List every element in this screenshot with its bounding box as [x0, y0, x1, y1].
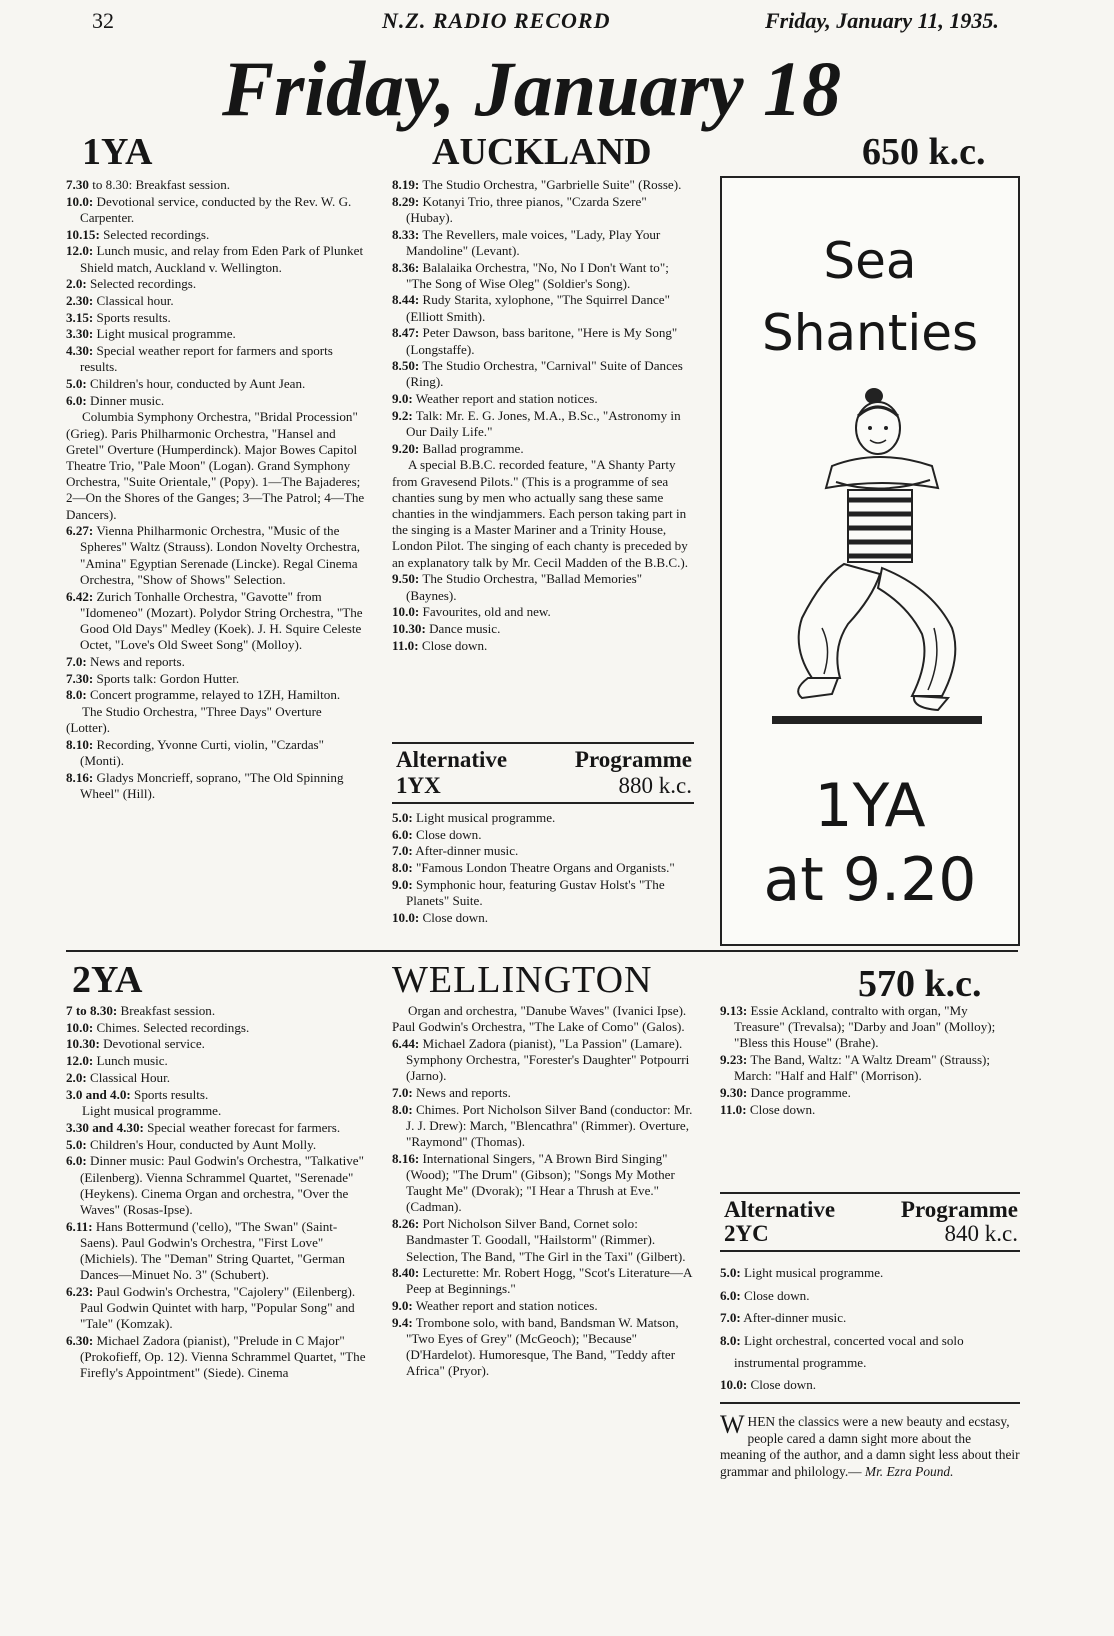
ad-time: at 9.20	[763, 845, 977, 915]
entry-time: 10.0:	[720, 1377, 748, 1392]
entry-time: 3.30 and 4.30:	[66, 1119, 144, 1135]
entry-time: 10.0:	[66, 193, 94, 209]
programme-entry	[392, 408, 694, 440]
ad-headline-shanties: Shanties	[761, 304, 979, 362]
entry-description: Close down.	[740, 1287, 810, 1303]
station-call-1ya: 1YA	[82, 131, 153, 173]
entry-time: 9.0:	[392, 876, 413, 892]
entry-description: Paul Godwin's Orchestra, "Cajolery" (Eilenberg). Paul Godwin Quintet with harp, "Popular Song" and "Tale" (Komzak).	[80, 1283, 356, 1332]
programme-entry	[392, 260, 694, 292]
programme-entry	[720, 1307, 1020, 1329]
entry-description: Columbia Symphony Orchestra, "Bridal Procession" (Grieg). Paris Philharmonic Orchestra, "Hansel and Gretel" Overture (Humperdinck). Major Bowes Capitol Theatre Trio, "Pale Moon" (Logan). Grand Symphony Orchestra, "Suite Orientale," (Popy). 1—The Bajaderes; 2—On the Shores of the Ganges; 3—The Patrol; 4—The Dancers).	[66, 409, 365, 522]
programme-entry	[392, 638, 694, 654]
programme-entry	[66, 737, 368, 769]
entry-time: 8.10:	[66, 736, 94, 752]
entry-description: After-dinner music.	[412, 843, 519, 859]
entry-description: Children's Hour, conducted by Aunt Molly.	[86, 1136, 317, 1152]
schedule-2ya-col1	[66, 1003, 368, 1382]
programme-entry	[66, 1020, 368, 1036]
entry-description: Breakfast session.	[117, 1003, 216, 1018]
entry-time: 5.0:	[392, 810, 413, 825]
programme-entry	[720, 1285, 1020, 1307]
programme-entry	[66, 671, 368, 687]
entry-description: to 8.30: Breakfast session.	[88, 177, 231, 192]
schedule-1ya-col1	[66, 177, 368, 803]
programme-entry	[392, 358, 694, 390]
entry-time: 6.0:	[392, 826, 413, 842]
entry-description: Special weather report for farmers and sports results.	[80, 343, 333, 375]
programme-entry	[392, 177, 694, 193]
schedule-1yx	[392, 810, 694, 926]
entry-description: Close down.	[412, 826, 482, 842]
entry-time: 9.2:	[392, 407, 413, 423]
programme-entry	[66, 1103, 368, 1119]
entry-time: 10.30:	[66, 1036, 100, 1052]
entry-description: Light musical programme.	[82, 1103, 222, 1119]
programme-entry	[392, 1298, 694, 1314]
entry-time: 6.42:	[66, 588, 94, 604]
alt-station-frequency: 880 k.c.	[618, 773, 692, 798]
entry-time: 10.15:	[66, 226, 100, 242]
schedule-2ya-col3	[720, 1003, 1020, 1118]
programme-entry	[720, 1052, 1020, 1084]
programme-entry	[66, 1120, 368, 1136]
entry-time: 8.26:	[392, 1216, 420, 1232]
entry-time: 8.40:	[392, 1265, 420, 1281]
entry-description: Weather report and station notices.	[412, 391, 598, 407]
station-frequency-2ya: 570 k.c.	[858, 963, 982, 1005]
entry-description: Devotional service, conducted by the Rev. W. G. Carpenter.	[80, 193, 352, 225]
sailor-dancing-illustration	[762, 378, 992, 743]
programme-entry	[720, 1102, 1020, 1118]
entry-time: 7.0:	[66, 653, 87, 669]
entry-description: After-dinner music.	[740, 1310, 847, 1325]
entry-time: 9.30:	[720, 1085, 748, 1101]
entry-time: 12.0:	[66, 243, 94, 259]
entry-time: 6.11:	[66, 1218, 93, 1234]
programme-entry	[392, 1003, 694, 1035]
programme-entry	[392, 621, 694, 637]
programme-entry	[392, 877, 694, 909]
quote-author: Mr. Ezra Pound.	[864, 1463, 954, 1479]
entry-description: Talk: Mr. E. G. Jones, M.A., B.Sc., "Astronomy in Our Daily Life."	[406, 407, 681, 440]
entry-time: 8.44:	[392, 292, 420, 308]
entry-time: 8.0:	[392, 1101, 413, 1117]
programme-label: Programme	[574, 747, 692, 772]
programme-entry	[392, 1102, 694, 1151]
programme-entry	[392, 860, 694, 876]
entry-time: 6.27:	[66, 523, 94, 539]
programme-entry	[392, 1315, 694, 1380]
programme-entry	[392, 810, 694, 826]
entry-time: 9.20:	[392, 440, 420, 456]
entry-description: Balalaika Orchestra, "No, No I Don't Want to"; "The Song of Wise Oleg" (Soldier's Song).	[406, 259, 669, 291]
programme-entry	[392, 604, 694, 620]
station-city-auckland: AUCKLAND	[432, 131, 652, 173]
entry-time: 11.0:	[392, 637, 419, 653]
programme-entry	[66, 704, 368, 736]
entry-description: Chimes. Selected recordings.	[93, 1019, 250, 1035]
programme-entry	[66, 1153, 368, 1218]
programme-entry	[392, 391, 694, 407]
entry-time: 6.0:	[720, 1287, 741, 1303]
programme-entry	[392, 1085, 694, 1101]
entry-description: Michael Zadora (pianist), "La Passion" (Lamare). Symphony Orchestra, "Forester's Daughter" Potpourri (Jarno).	[406, 1035, 690, 1084]
programme-entry	[720, 1262, 1020, 1284]
entry-description: Peter Dawson, bass baritone, "Here is My Song" (Longstaffe).	[406, 325, 678, 357]
entry-description: Lunch music, and relay from Eden Park of Plunket Shield match, Auckland v. Wellington.	[80, 243, 364, 275]
entry-time: 8.16:	[66, 769, 94, 785]
entry-description: Close down.	[747, 1377, 817, 1392]
entry-time: 2.0:	[66, 276, 87, 292]
entry-description: Devotional service.	[99, 1036, 205, 1052]
programme-entry	[720, 1374, 1020, 1396]
entry-description: Rudy Starita, xylophone, "The Squirrel Dance" (Elliott Smith).	[406, 292, 670, 324]
entry-time: 11.0:	[720, 1101, 747, 1117]
programme-entry	[66, 687, 368, 703]
entry-time: 8.0:	[720, 1332, 741, 1348]
entry-description: Lunch music.	[93, 1053, 168, 1069]
alternative-label: Alternative	[724, 1197, 836, 1222]
entry-description: The Studio Orchestra, "Ballad Memories" (Baynes).	[406, 571, 643, 603]
entry-description: The Revellers, male voices, "Lady, Play Your Mandoline" (Levant).	[406, 226, 661, 258]
entry-time: 8.36:	[392, 259, 420, 275]
quote-text: HEN the classics were a new beauty and ecstasy, people cared a damn sight more about the meaning of the author, and a damn sight less about their grammar and philology.—	[720, 1414, 1020, 1479]
entry-description: Close down.	[419, 909, 489, 925]
ad-station-1ya: 1YA	[814, 771, 926, 841]
programme-entry	[66, 589, 368, 654]
entry-description: Classical hour.	[93, 292, 174, 308]
entry-description: Ballad programme.	[419, 440, 524, 456]
alternative-programme-1yx-header	[392, 742, 694, 804]
programme-entry	[66, 376, 368, 392]
programme-entry	[392, 1151, 694, 1216]
programme-entry	[392, 1216, 694, 1265]
entry-time: 6.0:	[66, 392, 87, 408]
entry-time: 9.0:	[392, 391, 413, 407]
programme-entry	[392, 1265, 694, 1297]
programme-entry	[66, 310, 368, 326]
entry-time: 8.29:	[392, 193, 420, 209]
entry-description: Dinner music: Paul Godwin's Orchestra, "Talkative" (Eilenberg). Vienna Schrammel Quartet, "Serenade" (Heykens). Cinema Organ and orchestra, "Over the Waves" (Rosas-Ipse).	[80, 1153, 364, 1217]
programme-entry	[392, 843, 694, 859]
entry-time: 4.30:	[66, 343, 94, 359]
station-city-wellington: WELLINGTON	[392, 959, 653, 1001]
entry-description: Close down.	[418, 637, 488, 653]
programme-entry	[392, 571, 694, 603]
entry-time: 8.33:	[392, 226, 420, 242]
entry-time: 8.50:	[392, 358, 420, 374]
entry-time: 8.0:	[392, 860, 413, 876]
entry-description: Close down.	[746, 1101, 816, 1117]
programme-entry	[392, 325, 694, 357]
entry-description: Zurich Tonhalle Orchestra, "Gavotte" from "Idomeneo" (Mozart). Polydor String Orchestra, "The Good Old Days" Medley (Koek). J. H. Squire Celeste Octet, "Love's Old Sweet Song" (Molloy).	[80, 588, 363, 653]
alt-station-call: 2YC	[724, 1221, 769, 1246]
alt-station-call: 1YX	[396, 773, 441, 798]
ezra-pound-quote	[720, 1410, 1020, 1480]
programme-entry	[66, 523, 368, 588]
entry-time: 9.50:	[392, 571, 420, 587]
programme-entry	[66, 1053, 368, 1069]
entry-time: 10.0:	[392, 604, 420, 620]
entry-time: 8.47:	[392, 325, 420, 341]
entry-time: 9.13:	[720, 1003, 748, 1018]
programme-entry	[392, 457, 694, 570]
entry-description: Vienna Philharmonic Orchestra, "Music of the Spheres" Waltz (Strauss). London Novelty Orchestra, "Amina" Egyptian Serenade (Lincke). Regal Cinema Orchestra, "Show of Shows" Selection.	[80, 523, 361, 587]
programme-entry	[392, 227, 694, 259]
programme-entry	[392, 910, 694, 926]
programme-entry	[66, 177, 368, 193]
entry-description: The Studio Orchestra, "Garbrielle Suite" (Rosse).	[419, 177, 682, 192]
alternative-label: Alternative	[396, 747, 508, 772]
entry-description: Classical Hour.	[86, 1069, 171, 1085]
entry-time: 7.0:	[392, 843, 413, 859]
entry-description: Organ and orchestra, "Danube Waves" (Ivanici Ipse). Paul Godwin's Orchestra, "The Lake of Como" (Galos).	[392, 1003, 687, 1035]
quote-dropcap: W	[720, 1410, 745, 1439]
entry-description: Special weather forecast for farmers.	[143, 1119, 341, 1135]
entry-time: 3.30:	[66, 326, 94, 342]
entry-time: 10.0:	[392, 909, 420, 925]
entry-time: 6.30:	[66, 1333, 94, 1349]
entry-description: News and reports.	[412, 1085, 511, 1101]
entry-description: Trombone solo, with band, Bandsman W. Matson, "Two Eyes of Grey" (McGeoch); "Because" (D'Hardelot). Humoresque, The Band, "Teddy after Africa" (Pryor).	[406, 1314, 679, 1379]
ad-headline-sea: Sea	[823, 232, 917, 290]
entry-description: Light orchestral, concerted vocal and solo instrumental programme.	[734, 1332, 964, 1370]
station-frequency-1ya: 650 k.c.	[862, 131, 986, 173]
entry-description: Weather report and station notices.	[412, 1298, 598, 1314]
programme-entry	[66, 654, 368, 670]
entry-description: Gladys Moncrieff, soprano, "The Old Spinning Wheel" (Hill).	[80, 769, 344, 802]
entry-description: Sports results.	[93, 309, 171, 325]
programme-entry	[66, 770, 368, 802]
schedule-2yc	[720, 1262, 1020, 1397]
programme-entry	[66, 293, 368, 309]
programme-entry	[720, 1330, 1020, 1374]
schedule-2ya-col2	[392, 1003, 694, 1380]
entry-time: 8.16:	[392, 1150, 420, 1166]
alternative-programme-2yc-header	[720, 1192, 1020, 1252]
entry-description: Dinner music.	[86, 392, 165, 408]
entry-time: 3.15:	[66, 309, 94, 325]
programme-entry	[392, 194, 694, 226]
entry-description: The Studio Orchestra, "Three Days" Overture (Lotter).	[66, 704, 322, 736]
entry-time: 6.0:	[66, 1153, 87, 1169]
programme-label: Programme	[900, 1197, 1018, 1222]
entry-description: Essie Ackland, contralto with organ, "My Treasure" (Trevalsa); "Darby and Joan" (Molloy); "Bless this House" (Brahe).	[734, 1003, 996, 1051]
entry-description: The Studio Orchestra, "Carnival" Suite of Dances (Ring).	[406, 358, 683, 390]
entry-time: 10.0:	[66, 1019, 94, 1035]
programme-entry	[66, 343, 368, 375]
entry-time: 8.19:	[392, 177, 420, 192]
entry-time: 9.4:	[392, 1314, 413, 1330]
entry-description: Michael Zadora (pianist), "Prelude in C Major" (Prokofieff, Op. 12). Vienna Schrammel Quartet, "The Firefly's Appointment" (Siede). Cinema	[80, 1333, 366, 1381]
entry-time: 6.23:	[66, 1283, 94, 1299]
entry-time: 12.0:	[66, 1053, 94, 1069]
entry-description: The Band, Waltz: "A Waltz Dream" (Strauss); March: "Half and Half" (Morrison).	[734, 1052, 991, 1084]
entry-description: Port Nicholson Silver Band, Cornet solo: Bandmaster T. Goodall, "Hailstorm" (Rimmer). Selection, The Band, "The Girl in the Taxi" (Gilbert).	[406, 1216, 686, 1264]
entry-description: A special B.B.C. recorded feature, "A Shanty Party from Gravesend Pilots." (This is a programme of sea chanties sung by men who actually sang these same chanties in the windjammers. Each person taking part in the singing is a Master Mariner and a Trinity House, London Pilot. The singing of each chanty is preceded by an explanatory talk by Mr. Cecil Madden of the B.B.C.).	[392, 457, 689, 570]
entry-description: Favourites, old and new.	[419, 604, 551, 620]
entry-description: Sports results.	[130, 1086, 209, 1102]
programme-entry	[720, 1085, 1020, 1101]
entry-description: Hans Bottermund ('cello), "The Swan" (Saint-Saens). Paul Godwin's Orchestra, "First Love" (Michiels). The "Deman" String Quartet, "German Dances—Minuet No. 3" (Schubert).	[80, 1218, 345, 1283]
programme-entry	[66, 1087, 368, 1103]
day-title: Friday, January 18	[222, 45, 842, 132]
entry-time: 9.0:	[392, 1298, 413, 1314]
station-call-2ya: 2YA	[72, 959, 143, 1001]
entry-description: Light musical programme.	[93, 326, 236, 342]
programme-entry	[66, 243, 368, 275]
programme-entry	[66, 1070, 368, 1086]
entry-description: Light musical programme.	[412, 810, 556, 825]
entry-description: News and reports.	[86, 653, 185, 669]
entry-description: Kotanyi Trio, three pianos, "Czarda Szere" (Hubay).	[406, 193, 647, 225]
programme-entry	[66, 1036, 368, 1052]
programme-entry	[66, 1284, 368, 1333]
entry-time: 7.0:	[720, 1310, 741, 1325]
entry-time: 3.0 and 4.0:	[66, 1086, 131, 1102]
entry-time: 10.30:	[392, 620, 426, 636]
section-divider	[66, 950, 1018, 952]
programme-entry	[66, 1137, 368, 1153]
programme-entry	[720, 1003, 1020, 1052]
programme-entry	[66, 1003, 368, 1019]
entry-time: 5.0:	[720, 1265, 741, 1280]
entry-description: Lecturette: Mr. Robert Hogg, "Scot's Literature—A Peep at Beginnings."	[406, 1265, 692, 1297]
entry-time: 5.0:	[66, 1136, 87, 1152]
alt-station-frequency: 840 k.c.	[944, 1221, 1018, 1246]
programme-entry	[66, 194, 368, 226]
entry-description: Children's hour, conducted by Aunt Jean.	[86, 375, 306, 391]
entry-description: Dance music.	[425, 620, 501, 636]
entry-description: "Famous London Theatre Organs and Organists."	[412, 860, 675, 876]
entry-description: Concert programme, relayed to 1ZH, Hamilton.	[86, 687, 341, 703]
entry-time: 5.0:	[66, 375, 87, 391]
programme-entry	[66, 1219, 368, 1284]
entry-description: Light musical programme.	[740, 1265, 884, 1280]
programme-entry	[392, 1036, 694, 1085]
schedule-1ya-col2	[392, 177, 694, 654]
programme-entry	[66, 227, 368, 243]
entry-description: Chimes. Port Nicholson Silver Band (conductor: Mr. J. J. Drew): March, "Blencathra" (Rimmer). Overture, "Raymond" (Thomas).	[406, 1101, 693, 1150]
sea-shanties-advertisement	[720, 176, 1020, 946]
programme-entry	[66, 1333, 368, 1382]
entry-time: 9.23:	[720, 1052, 748, 1068]
entry-time: 6.44:	[392, 1035, 420, 1051]
programme-entry	[66, 276, 368, 292]
entry-time: 8.0:	[66, 687, 87, 703]
programme-entry	[392, 441, 694, 457]
entry-time: 2.30:	[66, 292, 94, 308]
entry-time: 7.0:	[392, 1085, 413, 1101]
entry-description: Symphonic hour, featuring Gustav Holst's "The Planets" Suite.	[406, 876, 665, 909]
quote-divider	[720, 1402, 1020, 1404]
issue-date: Friday, January 11, 1935.	[765, 8, 999, 33]
entry-description: Sports talk: Gordon Hutter.	[93, 670, 240, 686]
entry-time: 2.0:	[66, 1069, 87, 1085]
entry-time: 7.30:	[66, 670, 94, 686]
entry-time: 7 to 8.30:	[66, 1003, 118, 1018]
entry-description: Dance programme.	[747, 1085, 851, 1101]
entry-description: International Singers, "A Brown Bird Singing" (Wood); "The Drum" (Gibson); "Songs My Mother Taught Me" (Dvorak); "I Hear a Thrush at Eve." (Cadman).	[406, 1150, 675, 1215]
entry-description: Selected recordings.	[86, 276, 197, 292]
entry-description: Recording, Yvonne Curti, violin, "Czardas" (Monti).	[80, 736, 325, 769]
programme-entry	[392, 827, 694, 843]
programme-entry	[66, 326, 368, 342]
programme-entry	[66, 409, 368, 522]
programme-entry	[66, 393, 368, 409]
page-number: 32	[92, 8, 114, 33]
entry-time: 7.30	[66, 177, 89, 192]
entry-description: Selected recordings.	[99, 226, 210, 242]
publication-title: N.Z. RADIO RECORD	[382, 8, 611, 33]
programme-entry	[392, 292, 694, 324]
